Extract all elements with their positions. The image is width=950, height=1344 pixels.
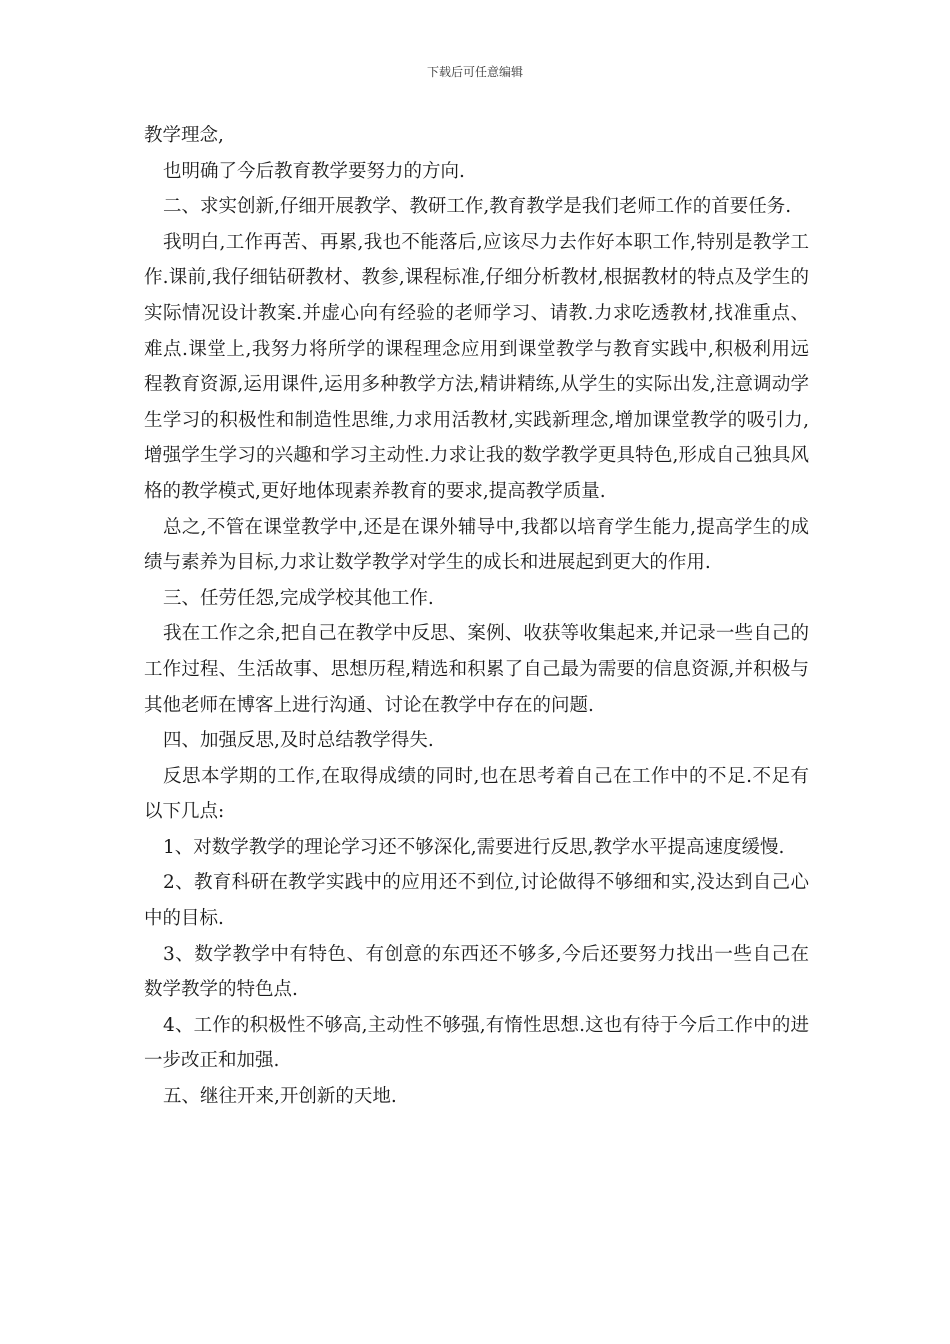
section-heading-2: 二、求实创新,仔细开展教学、教研工作,教育教学是我们老师工作的首要任务. (163, 196, 792, 218)
paragraph-1: 教学理念, (144, 125, 224, 146)
page-header: 下载后可任意编辑 (426, 65, 523, 79)
document-body (144, 118, 809, 1115)
list-item-3: 3、数学教学中有特色、有创意的东西还不够多,今后还要努力找出一些自己在数学教学的特色点. (144, 943, 809, 1001)
paragraph-5: 总之,不管在课堂教学中,还是在课外辅导中,我都以培育学生能力,提高学生的成绩与素养为目标,力求让数学教学对学生的成长和进展起到更大的作用. (144, 516, 809, 574)
list-item-2: 2、教育科研在教学实践中的应用还不到位,讨论做得不够细和实,没达到自己心中的目标. (144, 872, 809, 930)
paragraph-7: 我在工作之余,把自己在教学中反思、案例、收获等收集起来,并记录一些自己的工作过程、生活故事、思想历程,精选和积累了自己最为需要的信息资源,并积极与其他老师在博客上进行沟通、讨论在教学中存在的问题. (144, 623, 809, 716)
section-heading-3: 三、任劳任怨,完成学校其他工作. (163, 587, 434, 609)
section-heading-5: 五、继往开来,开创新的天地. (163, 1086, 397, 1108)
list-item-1: 1、对数学教学的理论学习还不够深化,需要进行反思,教学水平提高速度缓慢. (163, 836, 785, 858)
paragraph-9: 反思本学期的工作,在取得成绩的同时,也在思考着自己在工作中的不足.不足有以下几点: (144, 765, 809, 823)
paragraph-4: 我明白,工作再苦、再累,我也不能落后,应该尽力去作好本职工作,特别是教学工作.课前,我仔细钻研教材、教参,课程标准,仔细分析教材,根据教材的特点及学生的实际情况设计教案.并虚心向有经验的老师学习、请教.力求吃透教材,找准重点、难点.课堂上,我努力将所学的课程理念应用到课堂教学与教育实践中,积极利用远程教育资源,运用课件,运用多种教学方法,精讲精练,从学生的实际出发,注意调动学生学习的积极性和制造性思维,力求用活教材,实践新理念,增加课堂教学的吸引力,增强学生学习的兴趣和学习主动性.力求让我的数学教学更具特色,形成自己独具风格的教学模式,更好地体现素养教育的要求,提高教学质量. (144, 231, 809, 502)
section-heading-4: 四、加强反思,及时总结教学得失. (163, 730, 434, 752)
paragraph-2: 也明确了今后教育教学要努力的方向. (163, 160, 465, 182)
list-item-4: 4、工作的积极性不够高,主动性不够强,有惰性思想.这也有待于今后工作中的进一步改正和加强. (144, 1014, 809, 1072)
